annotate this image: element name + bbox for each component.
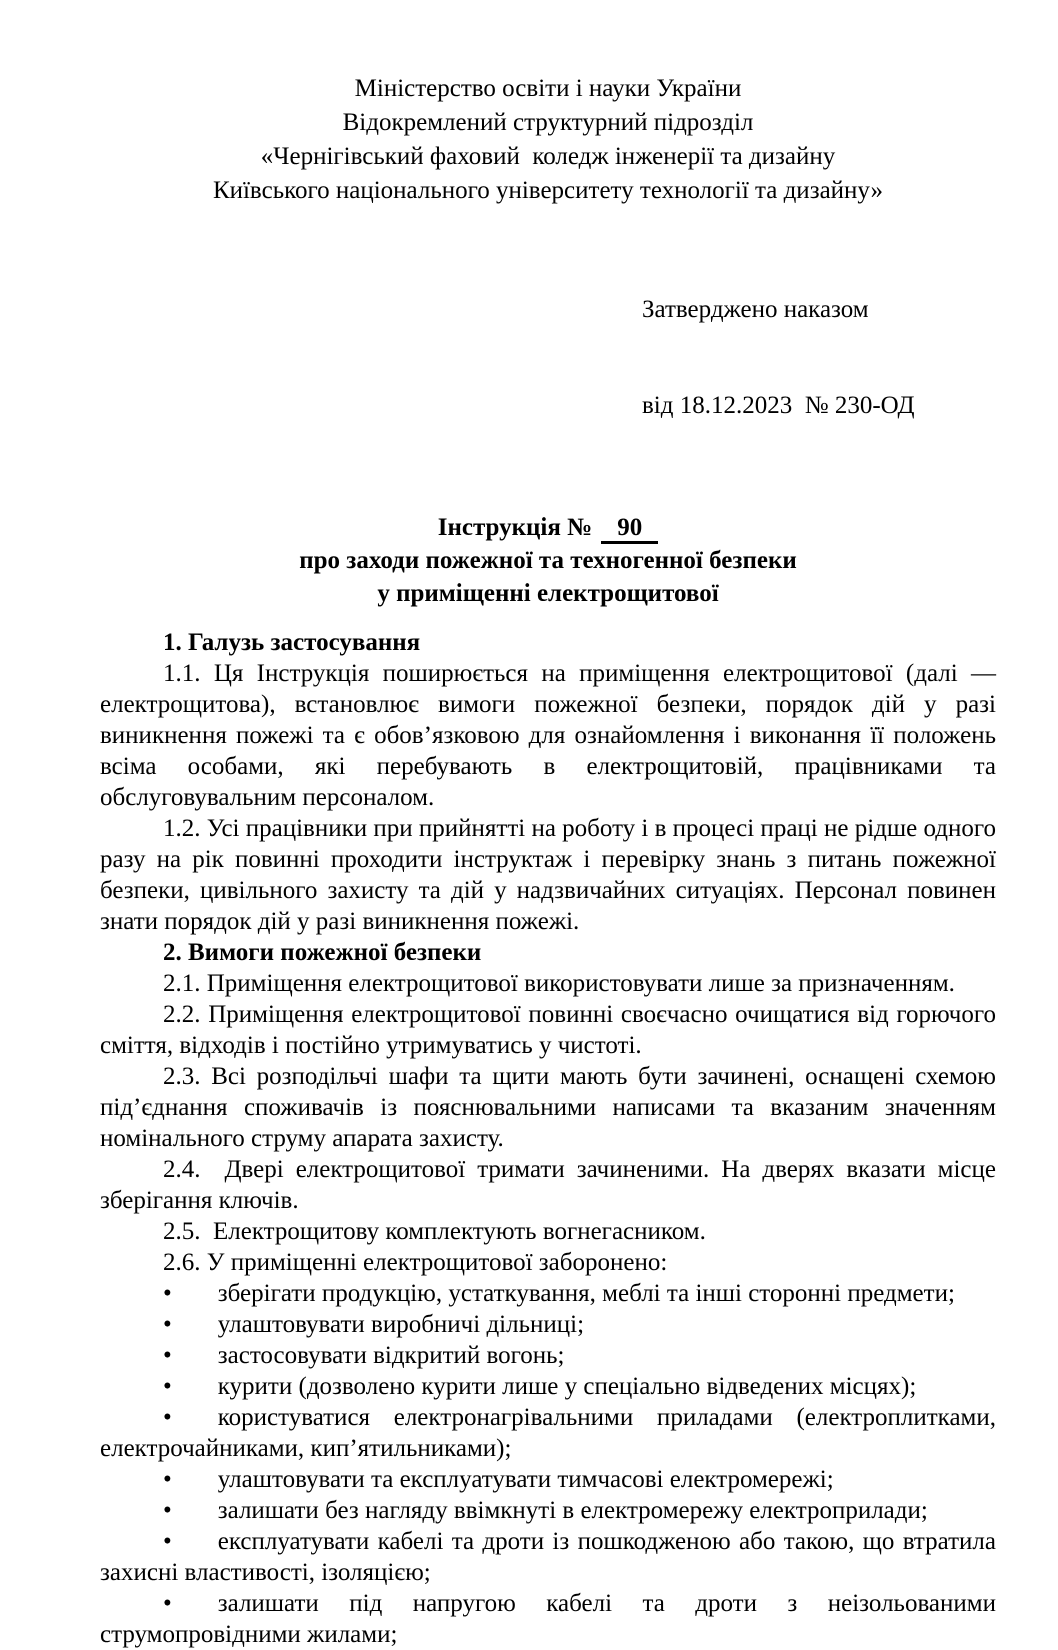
approval-line: Затверджено наказом [642,296,869,323]
list-item-text: користуватися електронагрівальними приладами (електроплитками, електрочайниками, кип’ятильниками); [100,1404,1003,1462]
list-item [100,1278,996,1309]
section-heading-2: 2. Вимоги пожежної безпеки [163,939,482,966]
bullet-icon: • [163,1590,172,1617]
paragraph-2-4: 2.4. Двері електрощитової тримати зачиненими. На дверях вказати місце зберігання ключів. [100,1156,1003,1214]
list-item [100,1402,1003,1464]
header-line-ministry: Міністерство освіти і науки України [354,75,742,102]
list-item-text: застосовувати відкритий вогонь; [217,1342,565,1369]
list-item [100,1371,996,1402]
list-item [100,1340,996,1371]
paragraph-2-5: 2.5. Електрощитову комплектують вогнегасником. [163,1218,706,1245]
document-title [100,511,996,610]
list-item [100,1309,996,1340]
title-line-location: у приміщенні електрощитової [377,580,719,607]
list-item-text: залишати під напругою кабелі та дроти з неізольованими струмопровідними жилами; [100,1590,1003,1648]
bullet-icon: • [163,1404,172,1431]
header-line-college: «Чернігівський фаховий коледж інженерії та дизайну [260,143,836,170]
list-item-text: експлуатувати кабелі та дроти із пошкодженою або такою, що втратила захисні властивості, ізоляцією; [100,1528,1003,1586]
paragraph-2-6: 2.6. У приміщенні електрощитової заборонено: [163,1249,668,1276]
header-line-university: Київського національного університету технології та дизайну» [212,177,884,204]
bullet-icon: • [163,1311,172,1338]
list-item-text: курити (дозволено курити лише у спеціально відведених місцях); [217,1373,917,1400]
list-item [100,1464,996,1495]
bullet-icon: • [163,1342,172,1369]
list-item-text: улаштовувати виробничі дільниці; [217,1311,585,1338]
title-line-subject: про заходи пожежної та техногенної безпеки [299,547,797,574]
title-prefix: Інструкція № [437,514,593,541]
paragraph-2-1: 2.1. Приміщення електрощитової використовувати лише за призначенням. [163,970,955,997]
list-item-text: улаштовувати та експлуатувати тимчасові електромережі; [217,1466,834,1493]
approval-block [642,230,996,486]
bullet-icon: • [163,1528,172,1555]
list-item [100,1526,1003,1588]
list-item-text: залишати без нагляду ввімкнуті в електромережу електроприлади; [217,1497,928,1524]
bullet-icon: • [163,1466,172,1493]
header-line-subdivision: Відокремлений структурний підрозділ [342,109,754,136]
bullet-icon: • [163,1280,172,1307]
bullet-icon: • [163,1373,172,1400]
bullet-icon: • [163,1497,172,1524]
section-heading-1: 1. Галузь застосування [163,629,421,656]
document-body [100,627,1003,1650]
title-line-number [100,511,996,544]
paragraph-2-3: 2.3. Всі розподільчі шафи та щити мають бути зачинені, оснащені схемою під’єднання споживачів із пояснювальними написами та вказаним значенням номінального струму апарата захисту. [100,1063,1003,1152]
list-item-text: зберігати продукцію, устаткування, меблі та інші сторонні предмети; [217,1280,955,1307]
paragraph-2-2: 2.2. Приміщення електрощитової повинні своєчасно очищатися від горючого сміття, відходів і постійно утримуватись у чистоті. [100,1001,1003,1059]
paragraph-1-1: 1.1. Ця Інструкція поширюється на приміщення електрощитової (далі — електрощитова), встановлює вимоги пожежної безпеки, порядок дій у разі виникнення пожежі та є обов’язковою для ознайомлення і виконання її положень всіма особами, які перебувають в електрощитовій, працівниками та обслуговувальним персоналом. [100,660,1003,811]
document-header [100,72,996,208]
list-item [100,1495,996,1526]
paragraph-1-2: 1.2. Усі працівники при прийнятті на роботу і в процесі праці не рідше одного разу на рік повинні проходити інструктаж і перевірку знань з питань пожежної безпеки, цивільного захисту та дій у надзвичайних ситуаціях. Персонал повинен знати порядок дій у разі виникнення пожежі. [100,815,1003,935]
approval-order-number: від 18.12.2023 № 230-ОД [642,392,915,419]
list-item [100,1588,1003,1650]
instruction-number: 90 [601,514,658,544]
